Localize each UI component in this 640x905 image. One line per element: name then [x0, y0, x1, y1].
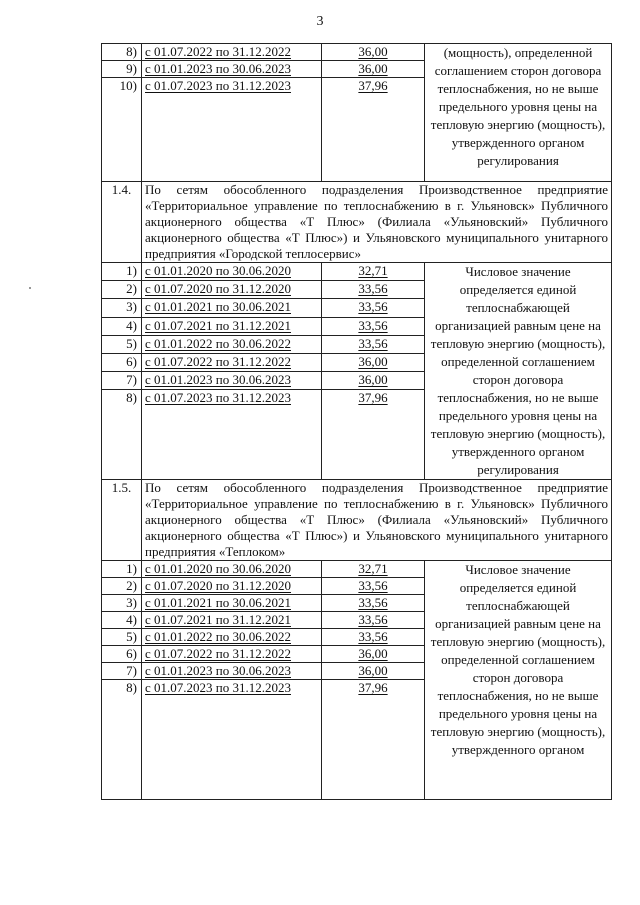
page-number: 3	[316, 14, 324, 29]
row-value: 32,71	[322, 263, 425, 281]
row-period: с 01.01.2021 по 30.06.2021	[142, 595, 322, 612]
row-value: 33,56	[322, 299, 425, 317]
note-cell: Числовое значение определяется единой теплоснабжающей организацией равным цене на тепловую энергию (мощность), определенной соглашением сторон договора теплоснабжения, но не выше предельного уровня цены на тепловую энергию (мощность), утвержденного органом регулирования	[425, 263, 612, 480]
section-header-row	[102, 480, 612, 561]
row-number: 6)	[102, 646, 142, 663]
row-value: 36,00	[322, 372, 425, 390]
section-header-row	[102, 182, 612, 263]
row-value: 33,56	[322, 335, 425, 353]
row-period: с 01.07.2020 по 31.12.2020	[142, 281, 322, 299]
row-period: с 01.07.2022 по 31.12.2022	[142, 646, 322, 663]
row-period: с 01.07.2023 по 31.12.2023	[142, 78, 322, 182]
table-row	[102, 44, 612, 61]
row-period: с 01.01.2021 по 30.06.2021	[142, 299, 322, 317]
row-value: 33,56	[322, 317, 425, 335]
section-description: По сетям обособленного подразделения Производственное предприятие «Территориальное управление по теплоснабжению в г. Ульяновск» Публичного акционерного общества «Т Плюс» (Филиала «Ульяновский» Публичного акционерного общества «Т Плюс») и Ульяновского муниципального унитарного предприятия «Теплоком»	[142, 480, 612, 561]
row-number: 5)	[102, 629, 142, 646]
row-number: 2)	[102, 281, 142, 299]
row-period: с 01.01.2022 по 30.06.2022	[142, 629, 322, 646]
row-value: 33,56	[322, 629, 425, 646]
row-period: с 01.07.2020 по 31.12.2020	[142, 578, 322, 595]
row-number: 7)	[102, 663, 142, 680]
row-value: 37,96	[322, 390, 425, 480]
note-cell: (мощность), определенной соглашением сторон договора теплоснабжения, но не выше предельного уровня цены на тепловую энергию (мощность), утвержденного органом регулирования	[425, 44, 612, 182]
section-number: 1.5.	[102, 480, 142, 561]
row-period: с 01.01.2020 по 30.06.2020	[142, 561, 322, 578]
row-period: с 01.07.2023 по 31.12.2023	[142, 680, 322, 800]
row-number: 8)	[102, 680, 142, 800]
section-number: 1.4.	[102, 182, 142, 263]
tariff-table	[101, 43, 612, 800]
row-number: 6)	[102, 353, 142, 371]
row-value: 33,56	[322, 595, 425, 612]
section-description: По сетям обособленного подразделения Производственное предприятие «Территориальное управление по теплоснабжению в г. Ульяновск» Публичного акционерного общества «Т Плюс» (Филиала «Ульяновский» Публичного акционерного общества «Т Плюс») и Ульяновского муниципального унитарного предприятия «Городской теплосервис»	[142, 182, 612, 263]
row-value: 33,56	[322, 578, 425, 595]
row-period: с 01.07.2023 по 31.12.2023	[142, 390, 322, 480]
row-number: 10)	[102, 78, 142, 182]
row-number: 8)	[102, 390, 142, 480]
note-cell: Числовое значение определяется единой теплоснабжающей организацией равным цене на тепловую энергию (мощность), определенной соглашением сторон договора теплоснабжения, но не выше предельного уровня цены на тепловую энергию (мощность), утвержденного органом	[425, 561, 612, 800]
row-number: 3)	[102, 299, 142, 317]
table-row	[102, 561, 612, 578]
row-number: 4)	[102, 612, 142, 629]
table-row	[102, 263, 612, 281]
row-value: 36,00	[322, 663, 425, 680]
row-period: с 01.01.2023 по 30.06.2023	[142, 372, 322, 390]
row-value: 33,56	[322, 281, 425, 299]
row-value: 36,00	[322, 646, 425, 663]
row-period: с 01.07.2021 по 31.12.2021	[142, 612, 322, 629]
row-period: с 01.07.2022 по 31.12.2022	[142, 44, 322, 61]
row-number: 9)	[102, 61, 142, 78]
row-number: 1)	[102, 561, 142, 578]
tariff-table-body	[102, 44, 612, 800]
row-value: 33,56	[322, 612, 425, 629]
row-number: 1)	[102, 263, 142, 281]
row-number: 5)	[102, 335, 142, 353]
row-period: с 01.01.2022 по 30.06.2022	[142, 335, 322, 353]
scan-speck	[29, 287, 31, 289]
row-number: 7)	[102, 372, 142, 390]
row-period: с 01.01.2020 по 30.06.2020	[142, 263, 322, 281]
row-number: 4)	[102, 317, 142, 335]
row-number: 3)	[102, 595, 142, 612]
row-value: 36,00	[322, 61, 425, 78]
row-number: 8)	[102, 44, 142, 61]
row-value: 37,96	[322, 78, 425, 182]
row-period: с 01.01.2023 по 30.06.2023	[142, 61, 322, 78]
row-value: 37,96	[322, 680, 425, 800]
row-period: с 01.07.2021 по 31.12.2021	[142, 317, 322, 335]
row-period: с 01.07.2022 по 31.12.2022	[142, 353, 322, 371]
row-value: 36,00	[322, 353, 425, 371]
row-value: 32,71	[322, 561, 425, 578]
row-number: 2)	[102, 578, 142, 595]
row-value: 36,00	[322, 44, 425, 61]
row-period: с 01.01.2023 по 30.06.2023	[142, 663, 322, 680]
